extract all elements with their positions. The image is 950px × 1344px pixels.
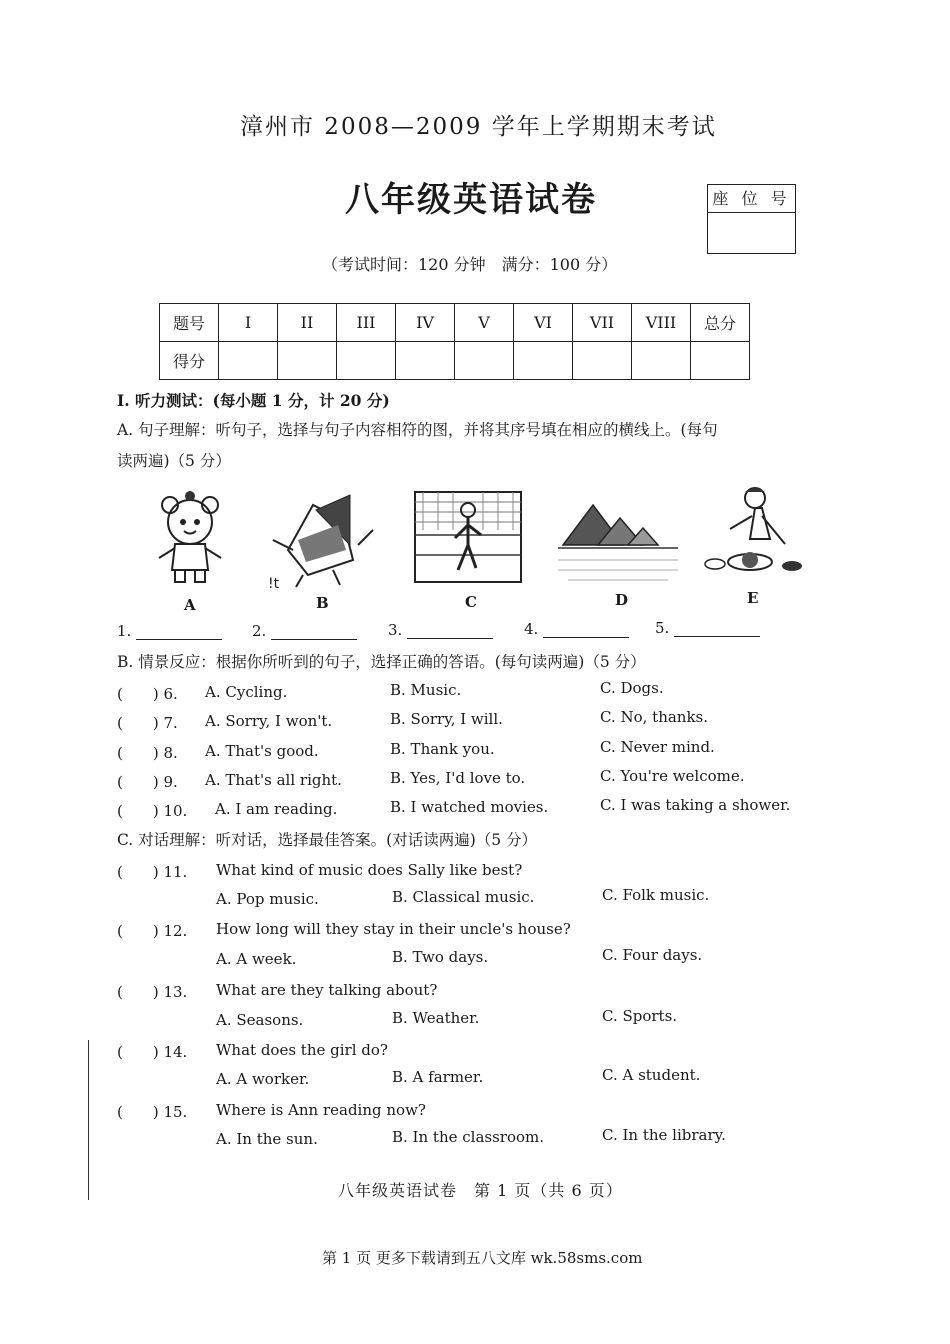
option-c: C. Dogs. — [600, 679, 664, 697]
picture-label-d: D — [615, 591, 629, 609]
option-b: B. Yes, I'd love to. — [390, 769, 526, 787]
picture-label-a: A — [184, 596, 196, 614]
score-table-score-row — [160, 342, 750, 380]
blank-number: 3. — [388, 621, 403, 639]
seat-number-box — [707, 184, 796, 254]
blank-line[interactable] — [271, 623, 357, 640]
picture-label-c: C — [465, 593, 477, 611]
score-table-row2-label: 得分 — [160, 342, 219, 380]
option-a: A. Seasons. — [216, 1011, 304, 1029]
question-number: ( ) 6. — [117, 685, 178, 703]
picture-label-b: B — [316, 594, 329, 612]
blank-line[interactable] — [543, 621, 629, 638]
score-cell[interactable] — [337, 342, 396, 380]
partB-heading: B. 情景反应：根据你所听到的句子，选择正确的答语。(每句读两遍)（5 分） — [117, 653, 646, 671]
score-cell[interactable] — [691, 342, 750, 380]
question-text: What does the girl do? — [216, 1041, 388, 1059]
score-table-col: 总分 — [691, 304, 750, 342]
option-c: C. Sports. — [602, 1007, 678, 1025]
answer-blank-3[interactable] — [388, 621, 493, 639]
score-cell[interactable] — [573, 342, 632, 380]
option-a: A. I am reading. — [215, 800, 338, 818]
option-b: B. A farmer. — [392, 1068, 484, 1086]
option-b: B. I watched movies. — [390, 798, 549, 816]
section1-heading: Ⅰ. 听力测试：(每小题 1 分，计 20 分) — [117, 391, 390, 410]
cartoon-character-icon — [268, 490, 378, 594]
picture-label-e: E — [747, 589, 759, 607]
option-a: A. A worker. — [216, 1070, 310, 1088]
option-c: C. No, thanks. — [600, 708, 709, 726]
question-number: ( ) 10. — [117, 802, 188, 820]
option-b: B. Thank you. — [390, 740, 495, 758]
question-number: ( ) 12. — [117, 922, 188, 940]
score-table-col: II — [278, 304, 337, 342]
answer-blank-5[interactable] — [655, 619, 760, 637]
score-cell[interactable] — [514, 342, 573, 380]
score-table-col: VI — [514, 304, 573, 342]
blank-line[interactable] — [407, 622, 493, 639]
score-table-col: V — [455, 304, 514, 342]
partC-heading: C. 对话理解：听对话，选择最佳答案。(对话读两遍)（5 分） — [117, 831, 538, 849]
option-a: A. A week. — [216, 950, 297, 968]
exam-info: （考试时间：120 分钟 满分：100 分） — [322, 255, 618, 274]
exam-header-title: 漳州市 2008—2009 学年上学期期末考试 — [240, 114, 717, 140]
score-table-col: VII — [573, 304, 632, 342]
score-table-header-row — [160, 304, 750, 342]
blank-line[interactable] — [674, 620, 760, 637]
doll-mascot-icon — [145, 490, 235, 594]
option-c: C. Folk music. — [602, 886, 710, 904]
blank-number: 1. — [117, 622, 132, 640]
score-table-col: VIII — [632, 304, 691, 342]
blank-number: 5. — [655, 619, 670, 637]
question-number: ( ) 14. — [117, 1043, 188, 1061]
option-c: C. In the library. — [602, 1126, 726, 1144]
answer-blank-2[interactable] — [252, 622, 357, 640]
score-table-row1-label: 题号 — [160, 304, 219, 342]
option-b: B. In the classroom. — [392, 1128, 545, 1146]
blank-line[interactable] — [136, 623, 222, 640]
blank-number: 4. — [524, 620, 539, 638]
score-cell[interactable] — [632, 342, 691, 380]
question-number: ( ) 13. — [117, 983, 188, 1001]
page-footer: 八年级英语试卷 第 1 页（共 6 页） — [338, 1181, 623, 1200]
seat-number-label: 座 位 号 — [708, 185, 795, 213]
option-a: A. Pop music. — [216, 890, 319, 908]
woman-cooking-icon — [700, 484, 810, 588]
binding-margin-line — [88, 1040, 89, 1200]
score-table-col: I — [219, 304, 278, 342]
option-c: C. Never mind. — [600, 738, 715, 756]
option-b: B. Sorry, I will. — [390, 710, 503, 728]
score-table — [159, 303, 750, 380]
option-a: A. Sorry, I won't. — [205, 712, 333, 730]
question-text: What are they talking about? — [216, 981, 438, 999]
score-cell[interactable] — [455, 342, 514, 380]
option-a: A. That's good. — [205, 742, 319, 760]
score-table-col: IV — [396, 304, 455, 342]
score-cell[interactable] — [278, 342, 337, 380]
download-site-note: 第 1 页 更多下载请到五八文库 wk.58sms.com — [322, 1249, 643, 1267]
paper-title: 八年级英语试卷 — [345, 180, 597, 220]
question-text: What kind of music does Sally like best? — [216, 861, 523, 879]
pyramids-icon — [558, 490, 678, 589]
option-b: B. Music. — [390, 681, 462, 699]
option-b: B. Classical music. — [392, 888, 535, 906]
score-cell[interactable] — [219, 342, 278, 380]
option-a: A. That's all right. — [205, 771, 342, 789]
svg-text:!t: !t — [268, 576, 280, 590]
answer-blank-1[interactable] — [117, 622, 222, 640]
question-number: ( ) 9. — [117, 773, 178, 791]
partA-instruction-cont: 读两遍)（5 分） — [117, 452, 231, 470]
option-a: A. Cycling. — [205, 683, 288, 701]
question-text: How long will they stay in their uncle's house? — [216, 920, 571, 938]
question-number: ( ) 7. — [117, 714, 178, 732]
question-number: ( ) 8. — [117, 744, 178, 762]
partA-instruction: A. 句子理解：听句子，选择与句子内容相符的图，并将其序号填在相应的横线上。(每句 — [117, 421, 718, 439]
score-cell[interactable] — [396, 342, 455, 380]
boy-walking-icon — [413, 490, 523, 589]
option-a: A. In the sun. — [216, 1130, 318, 1148]
answer-blank-4[interactable] — [524, 620, 629, 638]
question-number: ( ) 11. — [117, 863, 188, 881]
option-c: C. I was taking a shower. — [600, 796, 791, 814]
score-table-col: III — [337, 304, 396, 342]
option-c: C. Four days. — [602, 946, 703, 964]
blank-number: 2. — [252, 622, 267, 640]
option-b: B. Two days. — [392, 948, 489, 966]
option-b: B. Weather. — [392, 1009, 480, 1027]
option-c: C. A student. — [602, 1066, 701, 1084]
question-number: ( ) 15. — [117, 1103, 188, 1121]
option-c: C. You're welcome. — [600, 767, 745, 785]
question-text: Where is Ann reading now? — [216, 1101, 426, 1119]
